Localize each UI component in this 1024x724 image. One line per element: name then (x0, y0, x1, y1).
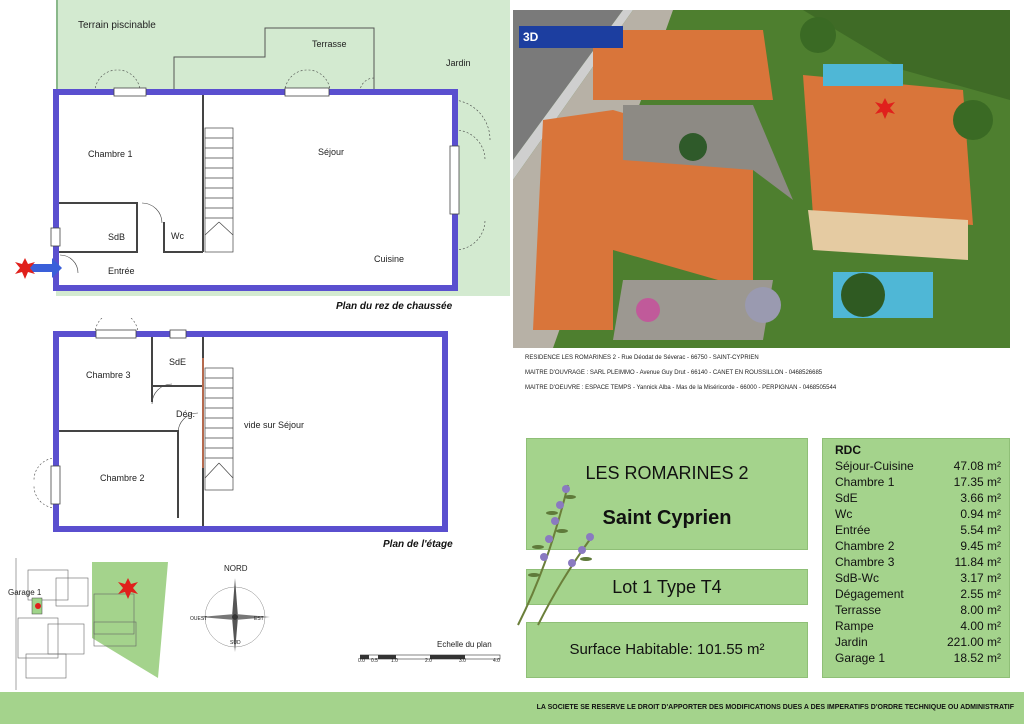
area-value: 9.45 m² (960, 539, 1001, 553)
aerial-render (513, 10, 1010, 348)
caption-plan-etage: Plan de l'étage (383, 539, 453, 550)
label-terrain-piscinable: Terrain piscinable (78, 20, 156, 31)
scale-title: Echelle du plan (437, 640, 492, 649)
area-table-title: RDC (835, 443, 861, 457)
caption-plan-rdc: Plan du rez de chaussée (336, 301, 453, 312)
area-value: 3.17 m² (960, 571, 1001, 585)
label-jardin: Jardin (446, 58, 471, 68)
compass-west: OUEST (190, 616, 208, 622)
area-name: SdB-Wc (835, 571, 880, 585)
area-value: 4.00 m² (960, 619, 1001, 633)
area-row (835, 475, 1001, 491)
area-name: Rampe (835, 619, 874, 633)
label-terrasse: Terrasse (312, 39, 347, 49)
room-deg: Dég. (176, 409, 196, 419)
ground-floor-drawing (0, 0, 510, 310)
area-row (835, 491, 1001, 507)
area-name: SdE (835, 491, 858, 505)
render-logo (519, 26, 623, 48)
area-row (835, 507, 1001, 523)
area-name: Dégagement (835, 587, 904, 601)
label-garage-1: Garage 1 (8, 588, 42, 597)
scale-tick: 2.0 (425, 658, 432, 664)
project-name: LES ROMARINES 2 (585, 463, 749, 483)
area-value: 5.54 m² (960, 523, 1001, 537)
footer-disclaimer: LA SOCIETE SE RESERVE LE DROIT D'APPORTER DES MODIFICATIONS DUES A DES IMPERATIFS D'ORDRE TECHNIQUE OU ADMINISTRATIF (536, 704, 1014, 711)
area-value: 221.00 m² (946, 635, 1001, 649)
area-value: 0.94 m² (960, 507, 1001, 521)
scale-tick: 0.0 (358, 658, 365, 664)
project-surface: Surface Habitable: 101.55 m² (569, 641, 765, 658)
compass (180, 562, 290, 654)
info-residence: RESIDENCE LES ROMARINES 2 - Rue Déodat de Séverac - 66750 - SAINT-CYPRIEN (525, 355, 759, 361)
render-roof (803, 75, 973, 225)
render-pool (823, 64, 903, 86)
area-value: 18.52 m² (953, 651, 1001, 665)
upper-floor-plan (0, 318, 470, 540)
upper-floor-drawing (0, 318, 470, 540)
area-name: Séjour-Cuisine (835, 459, 914, 473)
info-maitre-oeuvre: MAITRE D'OEUVRE : ESPACE TEMPS - Yannick Alba - Mas de la Miséricorde - 66000 - PERPIGNAN - 0468505544 (525, 385, 837, 391)
area-row (835, 603, 1001, 619)
garage-marker (35, 603, 41, 609)
render-roof (533, 110, 613, 330)
room-chambre-1: Chambre 1 (88, 149, 133, 159)
area-name: Jardin (835, 635, 868, 649)
room-chambre-3: Chambre 3 (86, 370, 131, 380)
area-value: 47.08 m² (953, 459, 1001, 473)
area-row (835, 587, 1001, 603)
area-row (835, 651, 1001, 667)
area-name: Terrasse (835, 603, 882, 617)
area-value: 17.35 m² (953, 475, 1001, 489)
project-town: Saint Cyprien (602, 507, 732, 529)
area-value: 8.00 m² (960, 603, 1001, 617)
area-name: Wc (835, 507, 853, 521)
area-name: Chambre 1 (835, 475, 895, 489)
scale-tick: 1.0 (391, 658, 398, 664)
room-sdb: SdB (108, 232, 126, 242)
project-lot: Lot 1 Type T4 (612, 577, 722, 597)
scale-tick: 4.0 (493, 658, 500, 664)
room-sde: SdE (169, 357, 187, 367)
ground-floor-plan (0, 0, 510, 310)
lot-parcel (92, 562, 168, 678)
room-sejour: Séjour (318, 147, 345, 157)
info-maitre-ouvrage: MAITRE D'OUVRAGE : SARL PLEIMMO - Avenue Guy Drut - 66140 - CANET EN ROUSSILLON - 0468526685 (525, 370, 823, 376)
area-row (835, 555, 1001, 571)
rosemary-illustration (508, 475, 608, 635)
area-row (835, 571, 1001, 587)
scale-tick: 3.0 (459, 658, 466, 664)
scale-tick: 0.5 (371, 658, 378, 664)
area-value: 3.66 m² (960, 491, 1001, 505)
render-logo-text: 3D (523, 30, 539, 44)
area-row (835, 619, 1001, 635)
area-row (835, 459, 1001, 475)
scale-bar (355, 638, 505, 668)
room-chambre-2: Chambre 2 (100, 473, 145, 483)
room-wc: Wc (171, 231, 184, 241)
room-cuisine: Cuisine (374, 254, 405, 264)
area-table (822, 438, 1010, 678)
area-name: Chambre 2 (835, 539, 895, 553)
compass-north: NORD (224, 564, 248, 573)
area-value: 11.84 m² (954, 555, 1001, 569)
area-name: Chambre 3 (835, 555, 895, 569)
footer-bar (0, 692, 1024, 724)
area-row (835, 523, 1001, 539)
area-value: 2.55 m² (960, 587, 1001, 601)
room-entree: Entrée (108, 266, 135, 276)
compass-south: SUD (230, 640, 241, 646)
area-row (835, 635, 1001, 651)
compass-east: EST (254, 616, 264, 622)
area-row (835, 539, 1001, 555)
site-plan (8, 558, 168, 690)
area-name: Garage 1 (835, 651, 886, 665)
area-name: Entrée (835, 523, 871, 537)
room-vide-sur-sejour: vide sur Séjour (244, 420, 305, 430)
